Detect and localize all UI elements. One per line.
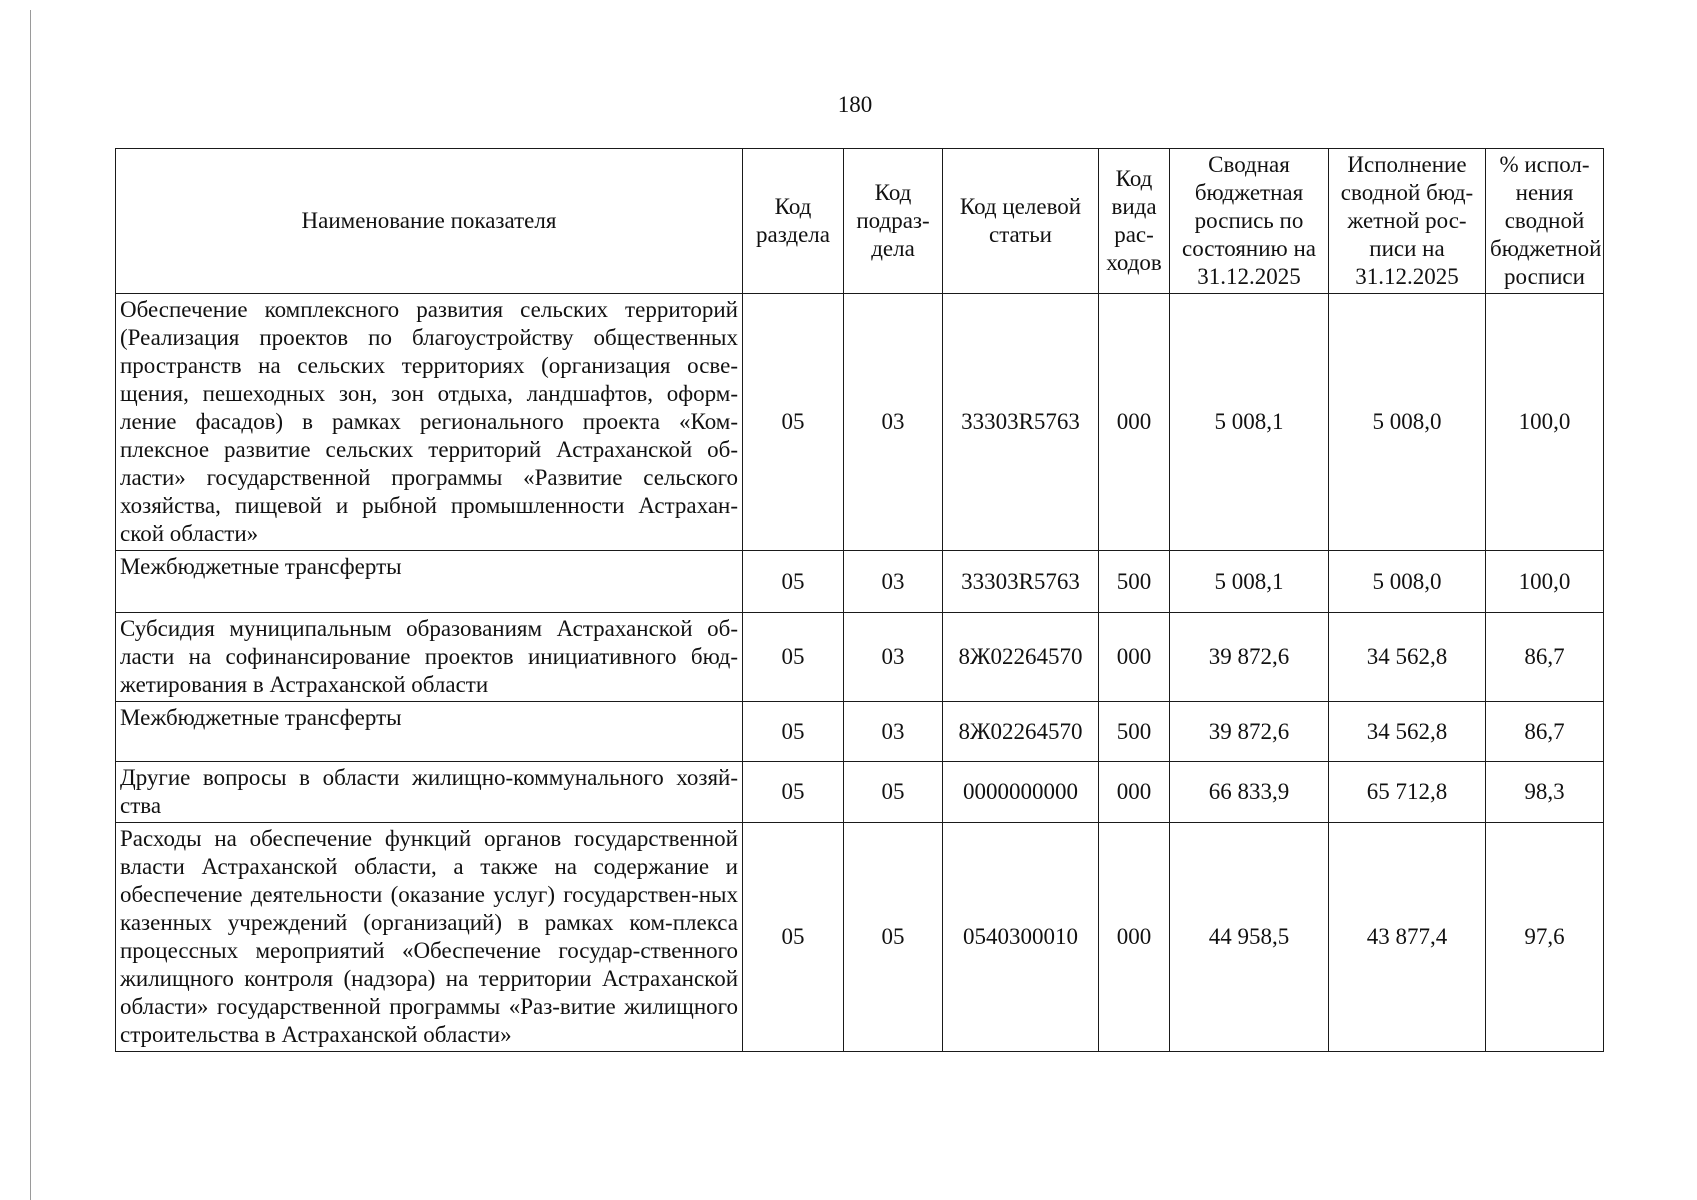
row-section: 05 [743,294,844,551]
row-plan: 5 008,1 [1170,551,1329,613]
row-subsection: 03 [844,702,943,762]
row-executed: 65 712,8 [1329,762,1486,823]
row-subsection: 03 [844,551,943,613]
header-name: Наименование показателя [116,149,743,294]
row-section: 05 [743,702,844,762]
row-target-code: 33303R5763 [943,294,1099,551]
table-header-row [116,149,1604,294]
table-row [116,613,1604,702]
table-row [116,762,1604,823]
table-row [116,551,1604,613]
row-expense-type: 000 [1099,294,1170,551]
budget-execution-table [115,148,1604,1052]
row-executed: 34 562,8 [1329,702,1486,762]
row-section: 05 [743,762,844,823]
row-percent: 97,6 [1486,823,1604,1052]
row-name: Расходы на обеспечение функций органов государственной власти Астраханской области, а также на содержание и обеспечение деятельности (оказание услуг) государствен-ных казенных учреждений (организаций) в рамках ком-плекса процессных мероприятий «Обеспечение государ-ственного жилищного контроля (надзора) на территории Астраханской области» государственной программы «Раз-витие жилищного строительства в Астраханской области» [116,823,743,1052]
row-percent: 86,7 [1486,702,1604,762]
row-section: 05 [743,823,844,1052]
row-plan: 5 008,1 [1170,294,1329,551]
row-expense-type: 000 [1099,762,1170,823]
header-expense-type-code: Код вида рас-ходов [1099,149,1170,294]
row-plan: 44 958,5 [1170,823,1329,1052]
row-executed: 34 562,8 [1329,613,1486,702]
row-name: Межбюджетные трансферты [116,551,743,613]
row-section: 05 [743,551,844,613]
row-target-code: 8Ж02264570 [943,613,1099,702]
row-subsection: 05 [844,823,943,1052]
table-row [116,823,1604,1052]
row-expense-type: 000 [1099,823,1170,1052]
row-name: Обеспечение комплексного развития сельских территорий (Реализация проектов по благоустройству общественных пространств на сельских территориях (организация осве-щения, пешеходных зон, зон отдыха, ландшафтов, оформ-ление фасадов) в рамках регионального проекта «Ком-плексное развитие сельских территорий Астраханской об-ласти» государственной программы «Развитие сельского хозяйства, пищевой и рыбной промышленности Астрахан-ской области» [116,294,743,551]
page-number: 180 [837,92,873,117]
row-target-code: 0000000000 [943,762,1099,823]
header-target-code: Код целевой статьи [943,149,1099,294]
row-target-code: 8Ж02264570 [943,702,1099,762]
row-expense-type: 500 [1099,702,1170,762]
header-execution: Исполнение сводной бюд-жетной рос-писи на 31.12.2025 [1329,149,1486,294]
row-target-code: 0540300010 [943,823,1099,1052]
row-name: Субсидия муниципальным образованиям Астраханской об-ласти на софинансирование проектов инициативного бюд-жетирования в Астраханской области [116,613,743,702]
header-budget-plan: Сводная бюджетная роспись по состоянию на 31.12.2025 [1170,149,1329,294]
row-expense-type: 500 [1099,551,1170,613]
row-name: Другие вопросы в области жилищно-коммунального хозяй-ства [116,762,743,823]
row-plan: 66 833,9 [1170,762,1329,823]
table-row [116,294,1604,551]
row-subsection: 03 [844,294,943,551]
row-executed: 5 008,0 [1329,294,1486,551]
header-subsection-code: Код подраз-дела [844,149,943,294]
row-percent: 86,7 [1486,613,1604,702]
row-subsection: 05 [844,762,943,823]
row-expense-type: 000 [1099,613,1170,702]
row-executed: 5 008,0 [1329,551,1486,613]
header-section-code: Код раздела [743,149,844,294]
row-name: Межбюджетные трансферты [116,702,743,762]
row-percent: 100,0 [1486,294,1604,551]
binding-margin-line [30,10,31,1200]
header-percent: % испол-нения сводной бюджетной росписи [1486,149,1604,294]
row-percent: 98,3 [1486,762,1604,823]
row-section: 05 [743,613,844,702]
row-percent: 100,0 [1486,551,1604,613]
row-executed: 43 877,4 [1329,823,1486,1052]
row-plan: 39 872,6 [1170,613,1329,702]
row-subsection: 03 [844,613,943,702]
table-row [116,702,1604,762]
row-target-code: 33303R5763 [943,551,1099,613]
row-plan: 39 872,6 [1170,702,1329,762]
